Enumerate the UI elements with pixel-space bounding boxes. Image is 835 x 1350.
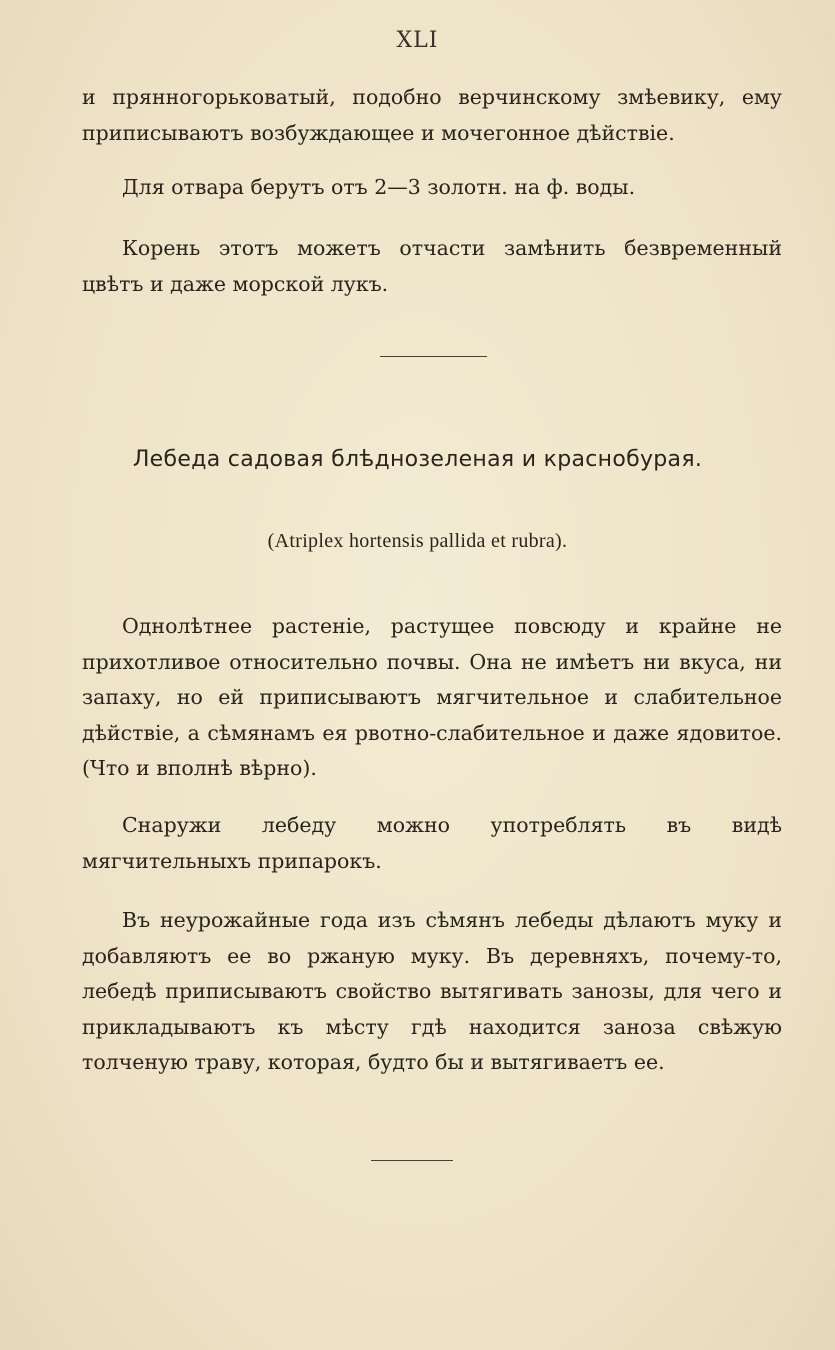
paragraph-poultice: Снаружи лебеду можно употреблять въ видѣ мягчительныхъ припарокъ. bbox=[82, 813, 782, 873]
paragraph-continuation: и прянногорьковатый, подобно верчинскому змѣевику, ему приписываютъ возбуждающее и мочегонное дѣйствіе. bbox=[82, 85, 782, 145]
section-divider-bottom bbox=[371, 1160, 453, 1161]
paragraph-decoction-dose: Для отвара берутъ отъ 2—3 золотн. на ф. воды. bbox=[122, 175, 636, 199]
paragraph-root-substitute: Корень этотъ можетъ отчасти замѣнить безвременный цвѣтъ и даже морской лукъ. bbox=[82, 236, 782, 296]
page-number: XLI bbox=[396, 28, 439, 53]
section-title: Лебеда садовая блѣднозеленая и краснобурая. bbox=[132, 447, 703, 472]
section-divider-top bbox=[380, 356, 487, 357]
paragraph-description: Однолѣтнее растеніе, растущее повсюду и крайне не прихотливое относительно почвы. Она не имѣетъ ни вкуса, ни запаху, но ей приписываютъ мягчительное и слабительное дѣйствіе, а сѣмянамъ ея рвотно-слабительное и даже ядовитое. (Что и вполнѣ вѣрно). bbox=[82, 614, 782, 780]
paragraph-famine-use: Въ неурожайные года изъ сѣмянъ лебеды дѣлаютъ муку и добавляютъ ее во ржаную муку. Въ деревняхъ, почему-то, лебедѣ приписываютъ свойство вытягивать занозы, для чего и прикладываютъ къ мѣсту гдѣ находится заноза свѣжую толченую траву, которая, будто бы и вытягиваетъ ее. bbox=[82, 908, 782, 1074]
latin-name: (Atriplex hortensis pallida et rubra). bbox=[267, 530, 568, 552]
